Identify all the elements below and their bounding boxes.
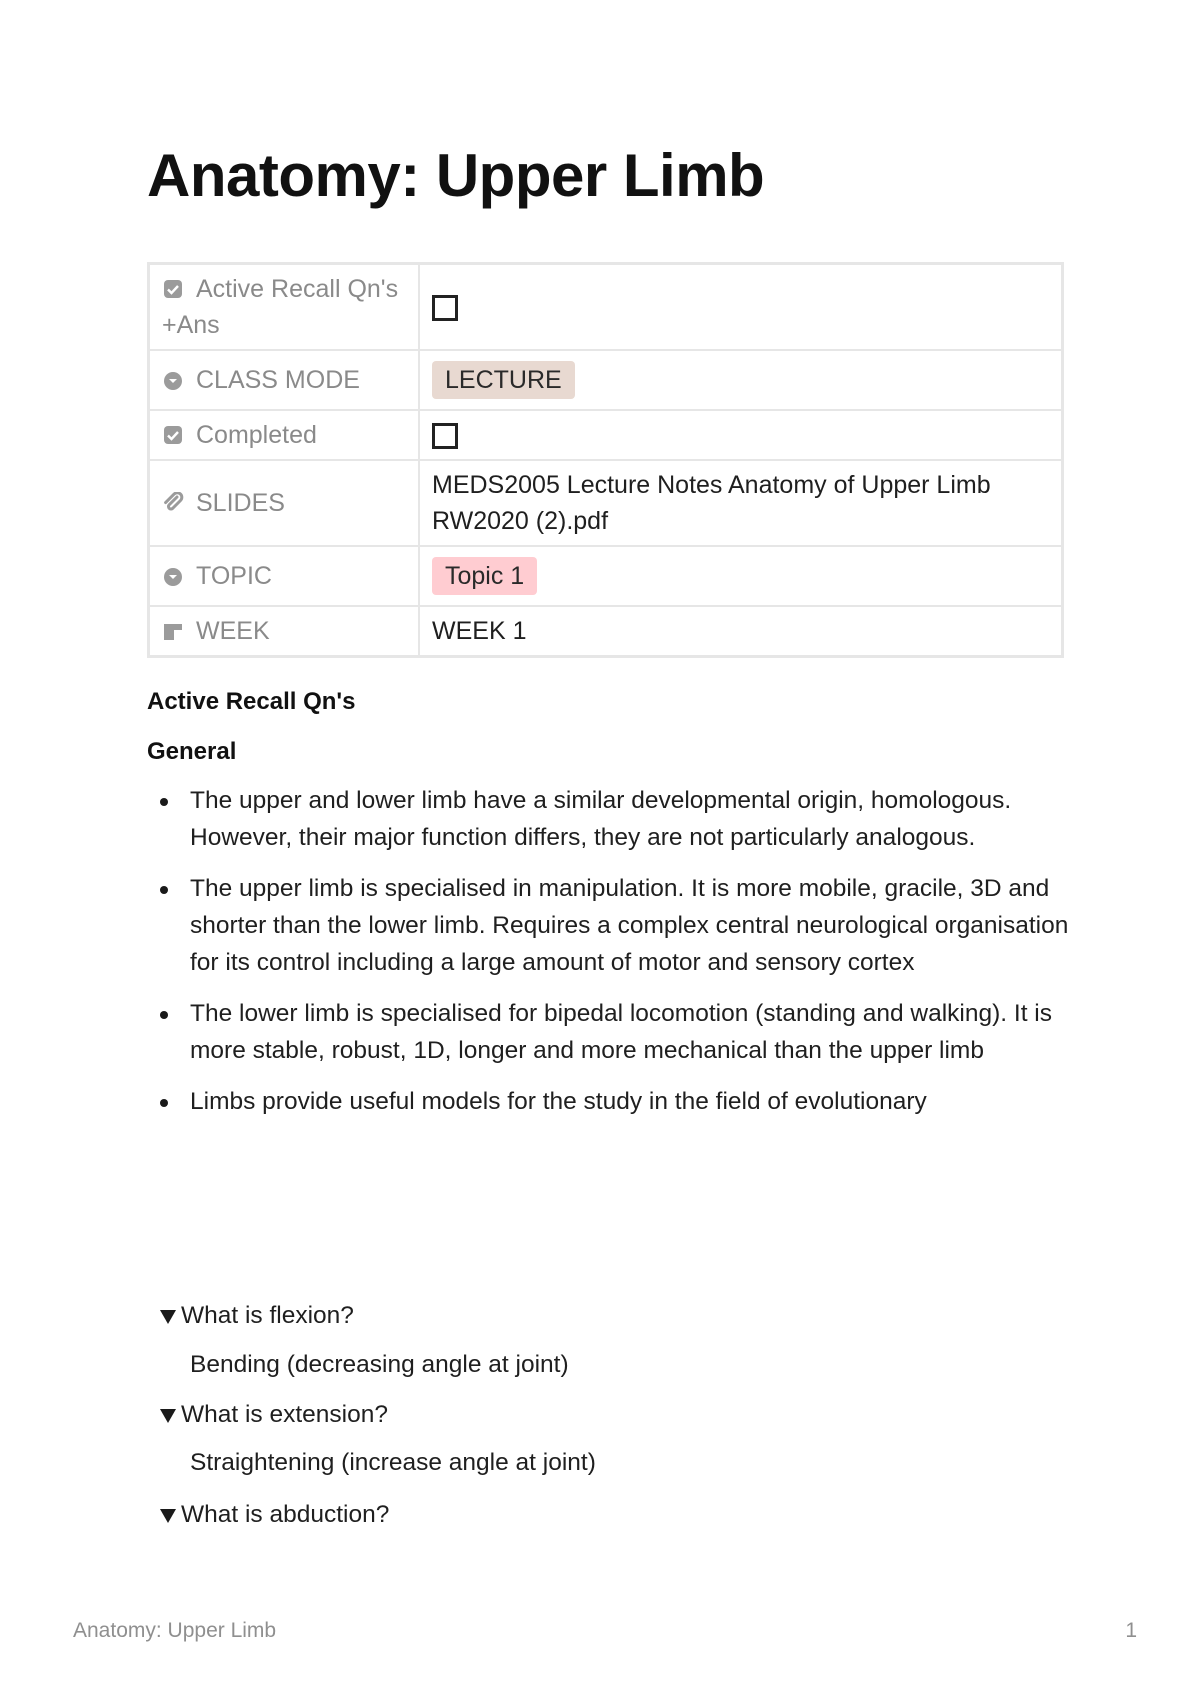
toggle-answer: Bending (decreasing angle at joint)	[190, 1351, 569, 1378]
active-recall-heading: Active Recall Qn's	[147, 688, 356, 715]
completed-checkbox[interactable]	[432, 423, 458, 449]
property-row-week	[149, 606, 1063, 657]
topic-tag[interactable]: Topic 1	[432, 557, 537, 595]
property-key	[149, 460, 420, 546]
toggle-abduction[interactable]	[160, 1497, 389, 1533]
toggle-question: What is extension?	[181, 1401, 388, 1428]
checkbox-property-icon	[162, 278, 184, 300]
list-item: The lower limb is specialised for bipedal locomotion (standing and walking). It is more stable, robust, 1D, longer and more mechanical than the upper limb	[147, 995, 1077, 1069]
slides-file-link[interactable]: MEDS2005 Lecture Notes Anatomy of Upper Limb RW2020 (2).pdf	[432, 471, 991, 535]
property-value	[419, 410, 1063, 460]
property-key	[149, 410, 420, 460]
property-label: SLIDES	[196, 489, 285, 517]
triangle-down-icon	[160, 1497, 174, 1533]
property-row-class-mode	[149, 350, 1063, 410]
list-item: The upper and lower limb have a similar developmental origin, homologous. However, their major function differs, they are not particularly analogous.	[147, 782, 1077, 856]
property-row-slides	[149, 460, 1063, 546]
toggle-question: What is flexion?	[181, 1302, 354, 1329]
active-recall-checkbox[interactable]	[432, 295, 458, 321]
triangle-down-icon	[160, 1397, 174, 1433]
week-value: WEEK 1	[432, 617, 527, 645]
bullet-list	[147, 782, 1077, 1134]
properties-table	[147, 262, 1064, 658]
class-mode-tag[interactable]: LECTURE	[432, 361, 575, 399]
property-key	[149, 264, 420, 351]
general-heading: General	[147, 738, 237, 765]
property-value	[419, 546, 1063, 606]
property-value	[419, 606, 1063, 657]
list-item: The upper limb is specialised in manipulation. It is more mobile, gracile, 3D and shorter than the lower limb. Requires a complex central neurological organisation for its control including a large amount of motor and sensory cortex	[147, 870, 1077, 981]
toggle-extension[interactable]	[160, 1397, 388, 1433]
property-value	[419, 460, 1063, 546]
paperclip-icon	[162, 492, 184, 514]
property-value	[419, 264, 1063, 351]
page-title: Anatomy: Upper Limb	[147, 142, 765, 209]
list-item: Limbs provide useful models for the study in the field of evolutionary	[147, 1083, 1077, 1120]
property-row-completed	[149, 410, 1063, 460]
toggle-answer: Straightening (increase angle at joint)	[190, 1449, 596, 1476]
text-property-icon	[162, 620, 184, 642]
toggle-flexion[interactable]	[160, 1298, 354, 1334]
select-property-icon	[162, 369, 184, 391]
property-key	[149, 546, 420, 606]
property-value	[419, 350, 1063, 410]
page-number: 1	[1125, 1619, 1137, 1642]
property-key	[149, 350, 420, 410]
select-property-icon	[162, 565, 184, 587]
toggle-question: What is abduction?	[181, 1501, 390, 1528]
footer-title: Anatomy: Upper Limb	[73, 1619, 277, 1642]
property-label: TOPIC	[196, 562, 272, 590]
property-key	[149, 606, 420, 657]
property-label: Active Recall Qn's +Ans	[162, 275, 399, 339]
triangle-down-icon	[160, 1298, 174, 1334]
property-row-active-recall	[149, 264, 1063, 351]
property-label: CLASS MODE	[196, 366, 360, 394]
checkbox-property-icon	[162, 424, 184, 446]
property-label: WEEK	[196, 617, 270, 645]
property-row-topic	[149, 546, 1063, 606]
property-label: Completed	[196, 421, 317, 449]
